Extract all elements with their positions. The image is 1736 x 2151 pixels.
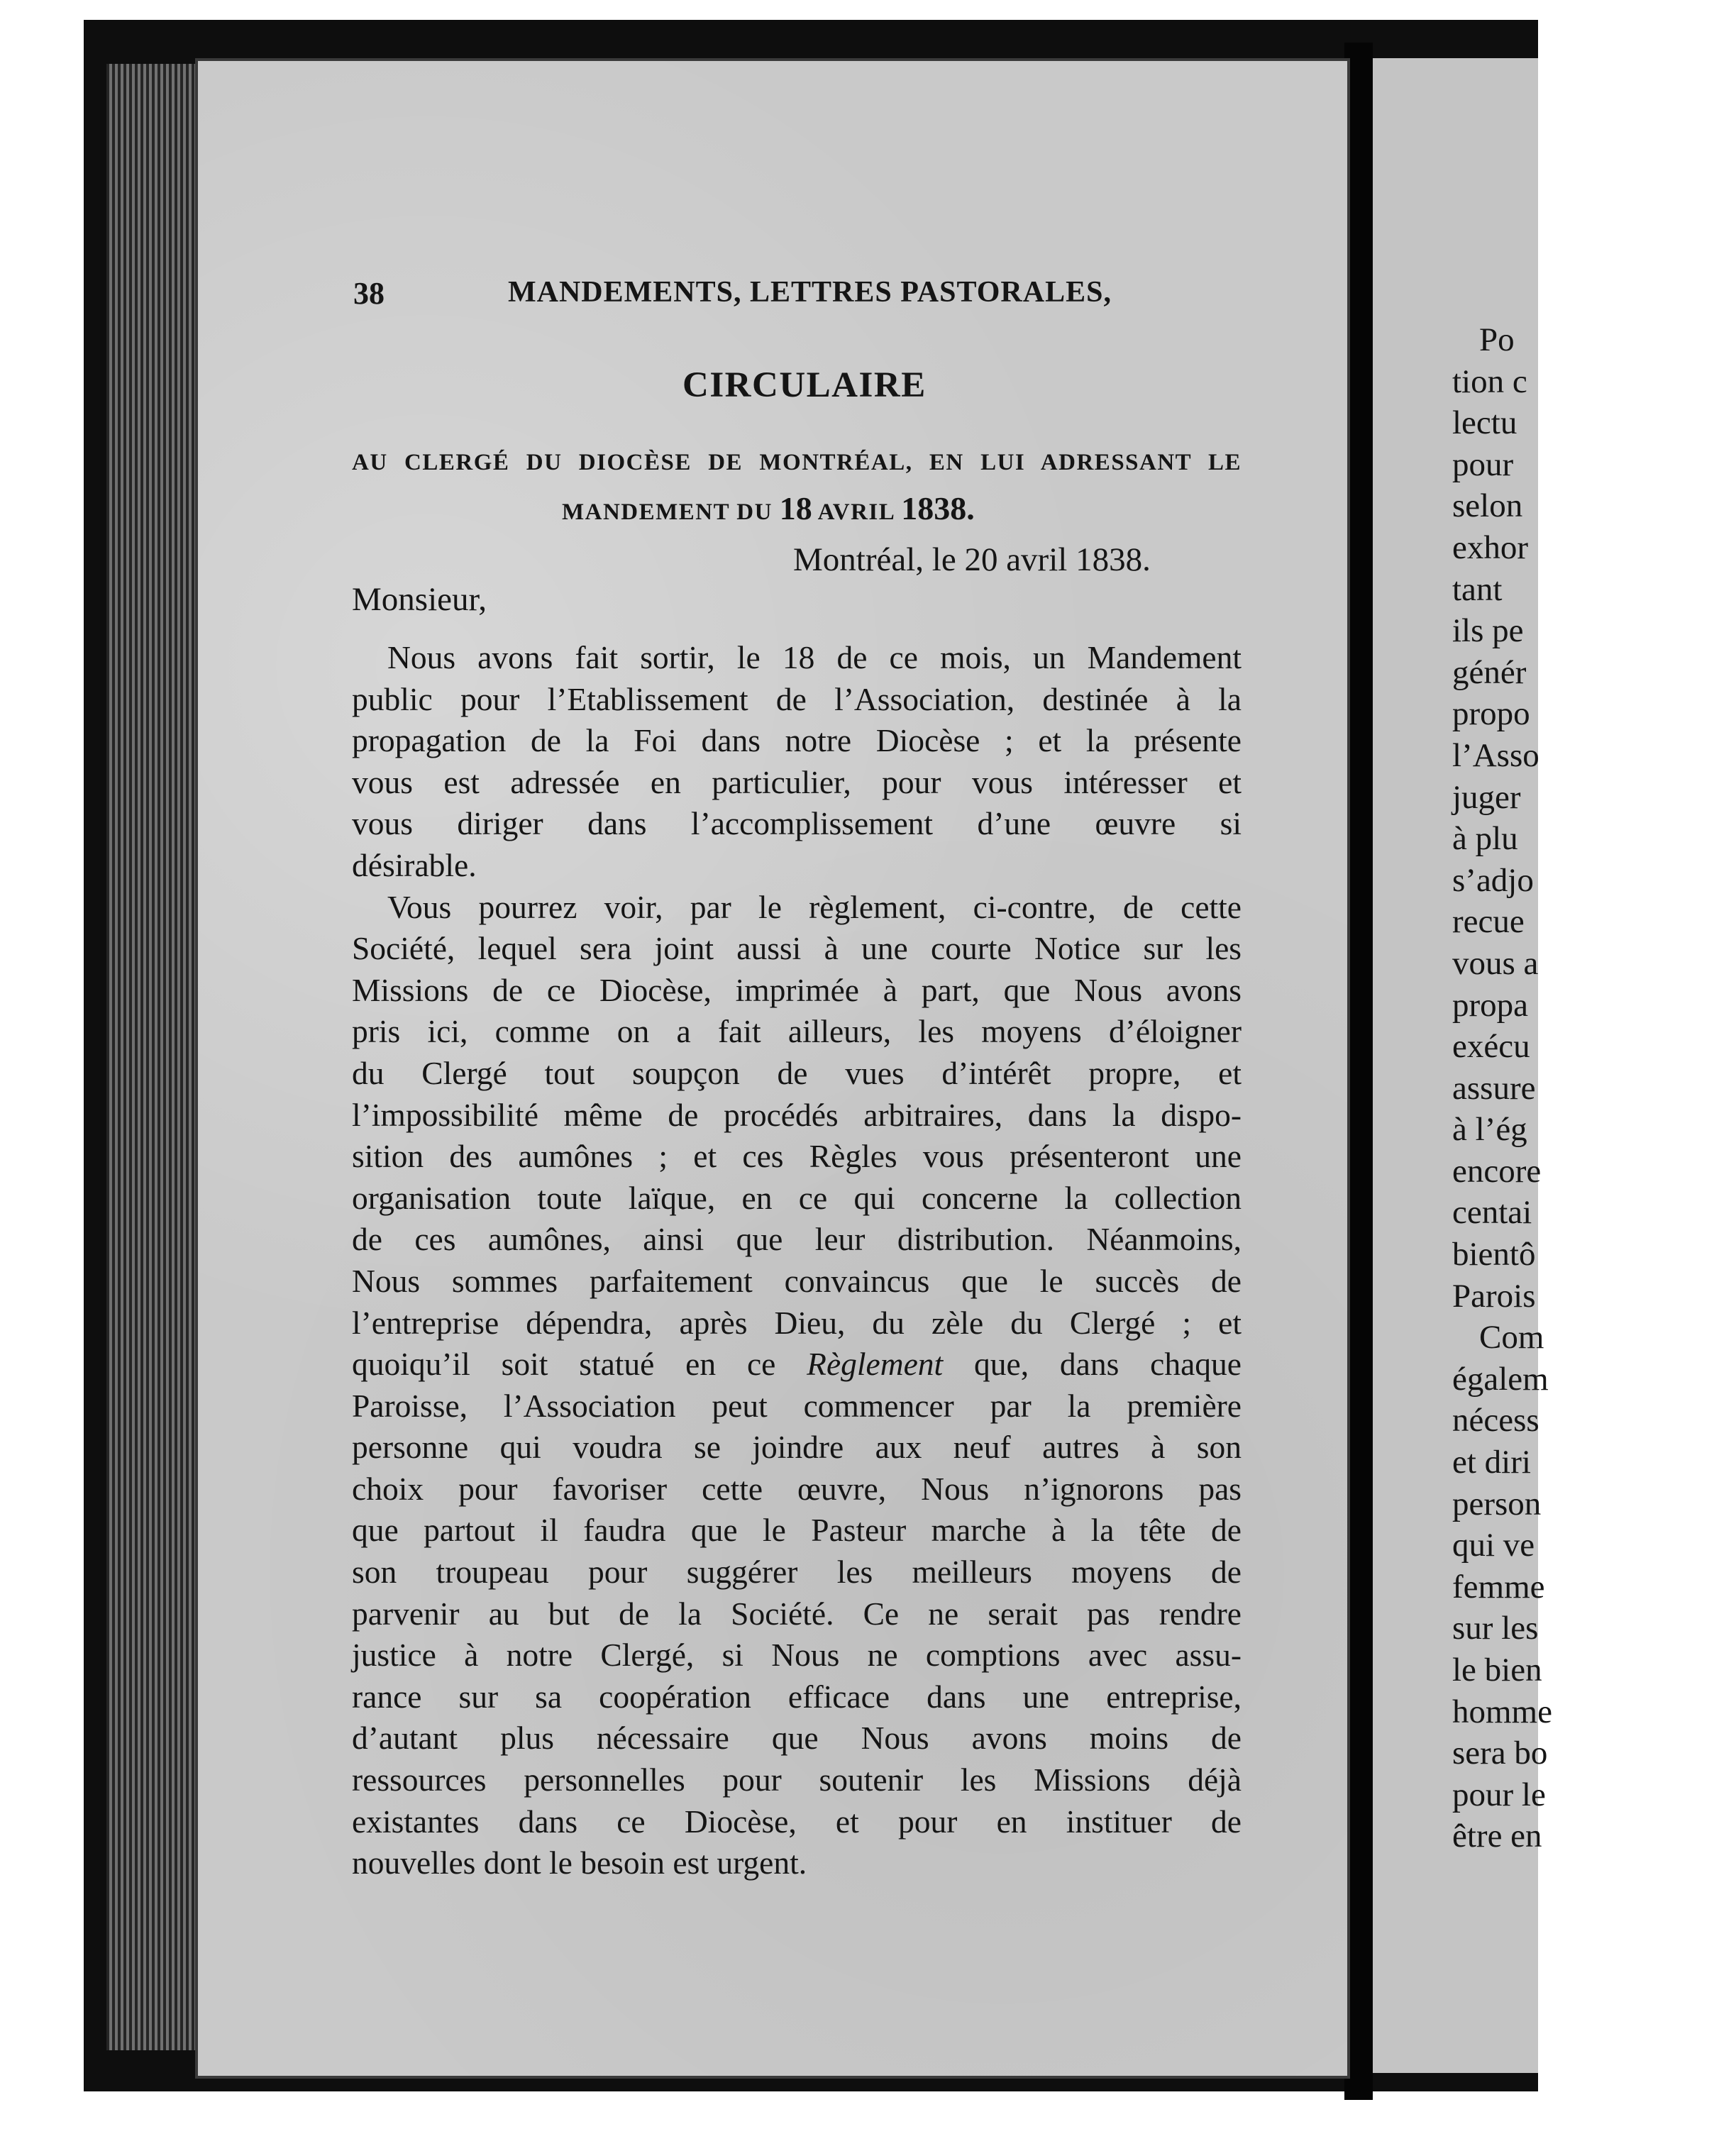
- text-line: personne qui voudra se joindre aux neuf autres à son: [352, 1429, 1242, 1466]
- subheading-line-1: AU CLERGÉ DU DIOCÈSE DE MONTRÉAL, EN LUI ADRESSANT LE: [352, 450, 1242, 475]
- facing-line: et diri: [1452, 1444, 1531, 1481]
- facing-line: bientô: [1452, 1236, 1536, 1273]
- text-line: pris ici, comme on a fait ailleurs, les moyens d’éloigner: [352, 1013, 1242, 1050]
- subheading-prefix: MANDEMENT DU: [562, 499, 773, 525]
- text-line: vous diriger dans l’accomplissement d’une œuvre si: [352, 805, 1242, 842]
- text-line: nouvelles dont le besoin est urgent.: [352, 1845, 807, 1881]
- facing-line: lectu: [1452, 404, 1517, 442]
- facing-line: Com: [1479, 1319, 1544, 1356]
- facing-line: tant: [1452, 570, 1503, 608]
- page-edges: [106, 64, 206, 2050]
- text-line: existantes dans ce Diocèse, et pour en instituer de: [352, 1803, 1242, 1840]
- facing-line: tion c: [1452, 363, 1527, 400]
- facing-line: assure: [1452, 1069, 1536, 1107]
- text-line: que partout il faudra que le Pasteur marche à la tête de: [352, 1512, 1242, 1549]
- facing-line: propa: [1452, 986, 1529, 1024]
- text-line: organisation toute laïque, en ce qui concerne la collection: [352, 1179, 1242, 1216]
- text-line: choix pour favoriser cette œuvre, Nous n’ignorons pas: [352, 1470, 1242, 1507]
- facing-line: pour: [1452, 446, 1514, 483]
- text-line: du Clergé tout soupçon de vues d’intérêt propre, et: [352, 1054, 1242, 1091]
- facing-line: qui ve: [1452, 1527, 1535, 1564]
- text-line: ressources personnelles pour soutenir les Missions déjà: [352, 1762, 1242, 1798]
- text-line: sition des aumônes ; et ces Règles vous présenteront une: [352, 1138, 1242, 1175]
- facing-line: sera bo: [1452, 1735, 1548, 1772]
- facing-line: pour le: [1452, 1776, 1546, 1813]
- facing-line: s’adjo: [1452, 861, 1534, 899]
- running-head: [353, 275, 1112, 315]
- facing-line: ils pe: [1452, 612, 1524, 650]
- paragraph-1: [352, 637, 1242, 887]
- facing-line: à l’ég: [1452, 1111, 1527, 1149]
- facing-line: nécess: [1452, 1402, 1539, 1439]
- subheading-month: AVRIL: [817, 499, 895, 525]
- facing-line: centai: [1452, 1194, 1532, 1232]
- facing-line: homme: [1452, 1693, 1552, 1730]
- running-title: MANDEMENTS, LETTRES PASTORALES,: [508, 276, 1112, 309]
- facing-line: sur les: [1452, 1610, 1539, 1647]
- text-line: rance sur sa coopération efficace dans une entreprise,: [352, 1678, 1242, 1715]
- page-number: 38: [353, 276, 385, 311]
- facing-page: [1373, 58, 1552, 2073]
- facing-page-text: [1452, 319, 1736, 1857]
- text-line: Paroisse, l’Association peut commencer par la première: [352, 1387, 1242, 1424]
- text-line: désirable.: [352, 846, 477, 883]
- text-line: public pour l’Etablissement de l’Association, destinée à la: [352, 680, 1242, 717]
- facing-line: à plu: [1452, 820, 1518, 858]
- facing-line: encore: [1452, 1152, 1542, 1190]
- text-line: vous est adressée en particulier, pour vous intéresser et: [352, 763, 1242, 800]
- facing-line: vous a: [1452, 944, 1539, 982]
- text-line: Nous avons fait sortir, le 18 de ce mois, un Mandement: [387, 639, 1242, 675]
- subheading-year: 1838.: [901, 490, 975, 526]
- text-line: quoiqu’il soit statué en ce Règlement que, dans chaque: [352, 1346, 1242, 1383]
- text-line: Vous pourrez voir, par le règlement, ci-contre, de cette: [387, 888, 1242, 925]
- facing-line: égalem: [1452, 1360, 1549, 1398]
- facing-line: Po: [1479, 321, 1515, 358]
- facing-line: être en: [1452, 1818, 1542, 1855]
- paragraph-2: [352, 887, 1242, 1884]
- text-line: propagation de la Foi dans notre Diocèse ; et la présente: [352, 722, 1242, 759]
- document-heading: CIRCULAIRE: [682, 365, 927, 405]
- facing-line: femme: [1452, 1568, 1545, 1605]
- facing-line: propo: [1452, 695, 1530, 733]
- subheading-line-2: [562, 490, 975, 527]
- facing-line: Parois: [1452, 1277, 1536, 1315]
- text-line: son troupeau pour suggérer les meilleurs moyens de: [352, 1554, 1242, 1591]
- facing-line: person: [1452, 1485, 1542, 1522]
- text-line: Nous sommes parfaitement convaincus que le succès de: [352, 1262, 1242, 1299]
- facing-line: l’Asso: [1452, 736, 1539, 774]
- facing-line: selon: [1452, 487, 1523, 525]
- text-line: Société, lequel sera joint aussi à une courte Notice sur les: [352, 930, 1242, 967]
- letter-body: [352, 637, 1242, 1884]
- facing-line: le bien: [1452, 1652, 1542, 1688]
- text-line: parvenir au but de la Société. Ce ne serait pas rendre: [352, 1595, 1242, 1632]
- facing-line: recue: [1452, 903, 1525, 941]
- text-line: d’autant plus nécessaire que Nous avons moins de: [352, 1720, 1242, 1757]
- facing-line: génér: [1452, 653, 1527, 691]
- facing-line: exécu: [1452, 1028, 1530, 1066]
- salutation: Monsieur,: [352, 581, 487, 618]
- text-line: Missions de ce Diocèse, imprimée à part, que Nous avons: [352, 971, 1242, 1008]
- text-line: l’entreprise dépendra, après Dieu, du zèle du Clergé ; et: [352, 1304, 1242, 1341]
- text-line: justice à notre Clergé, si Nous ne comptions avec assu-: [352, 1637, 1242, 1674]
- facing-line: exhor: [1452, 529, 1529, 566]
- text-line: de ces aumônes, ainsi que leur distribution. Néanmoins,: [352, 1221, 1242, 1258]
- dateline: Montréal, le 20 avril 1838.: [793, 541, 1151, 578]
- text-line: l’impossibilité même de procédés arbitraires, dans la dispo-: [352, 1096, 1242, 1133]
- subheading-day: 18: [779, 490, 812, 526]
- facing-line: juger: [1452, 778, 1521, 816]
